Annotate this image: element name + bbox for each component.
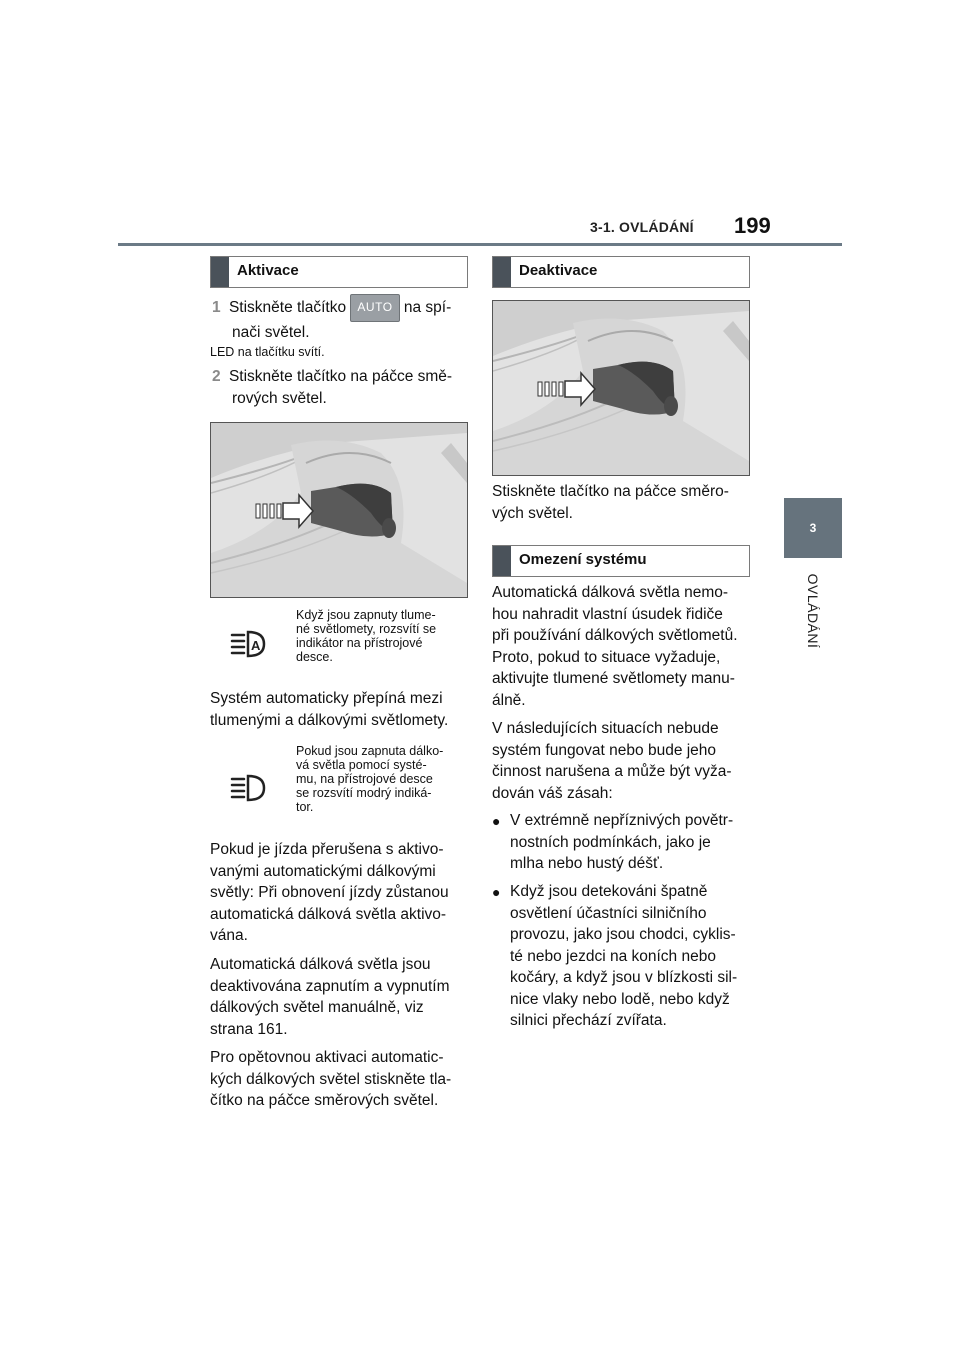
step-text: Stiskněte tlačítko na páčce smě- — [228, 368, 453, 385]
text-line: vanými automatickými dálkovými — [210, 862, 436, 880]
step-text: rových světel. — [232, 389, 327, 407]
heading-bar — [493, 257, 511, 287]
text-line: kých dálkových světel stiskněte tla- — [210, 1070, 452, 1088]
caption-line: tor. — [296, 800, 314, 814]
caption-line: né světlomety, rozsvítí se — [296, 622, 437, 636]
text-line: álně. — [492, 691, 526, 709]
chapter-tab — [784, 498, 842, 558]
text-line: osvětlení účastníci silničního — [510, 904, 707, 922]
heading-title: Deaktivace — [519, 262, 598, 279]
text-line: provozu, jako jsou chodci, cyklis- — [510, 926, 736, 943]
led-note: LED na tlačítku svítí. — [210, 345, 325, 359]
text-line: tlumenými a dálkovými světlomety. — [210, 711, 449, 729]
text-line: V extrémně nepříznivých povětr- — [510, 812, 734, 829]
text-line: nostních podmínkách, jako je — [510, 833, 711, 851]
text-line: kočáry, a když jsou v blízkosti sil- — [510, 969, 738, 986]
text-line: hou nahradit vlastní úsudek řidiče — [492, 605, 723, 623]
header-rule — [118, 243, 842, 246]
text-line: při používání dálkových světlometů. — [492, 627, 738, 644]
list-item — [492, 810, 756, 875]
text-line: silnici přechází zvířata. — [510, 1012, 667, 1029]
text-line: Automatická dálková světla jsou — [210, 956, 431, 973]
paragraph — [210, 688, 472, 731]
heading-title: Omezení systému — [519, 551, 647, 568]
lever-illustration-2 — [492, 300, 750, 476]
chapter-number: 3 — [809, 521, 817, 535]
paragraph — [210, 1047, 474, 1112]
turn-signal-lever-image — [211, 423, 467, 597]
icon1-caption — [296, 608, 466, 664]
text-line: strana 161. — [210, 1020, 288, 1038]
deaktivace-heading — [492, 256, 750, 288]
text-line: Proto, pokud to situace vyžaduje, — [492, 648, 721, 666]
text-line: automatická dálková světla aktivo- — [210, 905, 447, 923]
chapter-label — [770, 566, 856, 656]
caption-line: Pokud jsou zapnuta dálko- — [296, 744, 444, 758]
paragraph — [210, 839, 474, 947]
lever-illustration — [210, 422, 468, 598]
caption-line: vá světla pomocí systé- — [296, 758, 427, 772]
text-line: světly: Při obnovení jízdy zůstanou — [210, 884, 449, 901]
text-line: Když jsou detekováni špatně — [510, 883, 708, 900]
auto-button-icon: AUTO — [350, 294, 399, 322]
section-title: 3-1. OVLÁDÁNÍ — [590, 219, 694, 235]
aktivace-heading — [210, 256, 468, 288]
text-line: mlha nebo hustý déšť. — [510, 855, 664, 872]
caption-line: se rozsvítí modrý indiká- — [296, 786, 432, 800]
heading-bar — [493, 546, 511, 576]
text-line: Pro opětovnou aktivaci automatic- — [210, 1049, 444, 1066]
paragraph — [492, 718, 756, 804]
caption-line: desce. — [296, 650, 333, 664]
text-line: Systém automaticky přepíná mezi — [210, 690, 443, 707]
text-line: té nebo jezdci na koních nebo — [510, 947, 716, 965]
caption-line: mu, na přístrojové desce — [296, 772, 433, 786]
text-line: vých světel. — [492, 504, 573, 522]
text-line: Stiskněte tlačítko na páčce směro- — [492, 483, 729, 500]
text-line: Pokud je jízda přerušena s aktivo- — [210, 841, 444, 858]
text-line: vána. — [210, 927, 248, 944]
paragraph — [492, 481, 754, 524]
step-number: 1 — [212, 299, 221, 316]
step-1 — [212, 294, 472, 343]
step-2 — [212, 366, 472, 409]
text-line: čítko na páčce směrových světel. — [210, 1092, 439, 1109]
paragraph — [492, 582, 756, 711]
text-line: dován váš zásah: — [492, 784, 613, 802]
heading-title: Aktivace — [237, 262, 299, 279]
text-line: aktivujte tlumené světlomety manu- — [492, 670, 735, 687]
heading-bar — [211, 257, 229, 287]
bullet-icon: ● — [492, 813, 501, 829]
page-number: 199 — [734, 213, 771, 238]
list-item — [492, 881, 756, 1032]
text-line: dálkových světel manuálně, viz — [210, 999, 424, 1016]
step-text: nači světel. — [232, 323, 310, 341]
text-line: činnost narušena a může být vyža- — [492, 763, 732, 780]
bullet-icon: ● — [492, 884, 501, 900]
caption-line: indikátor na přístrojové — [296, 636, 423, 650]
paragraph — [210, 954, 474, 1040]
auto-high-beam-icon — [230, 628, 270, 662]
icon2-caption — [296, 744, 468, 814]
text-line: deaktivována zapnutím a vypnutím — [210, 977, 450, 995]
text-line: V následujících situacích nebude — [492, 720, 719, 737]
high-beam-icon — [230, 772, 270, 806]
caption-line: Když jsou zapnuty tlume- — [296, 608, 436, 622]
text-line: Automatická dálková světla nemo- — [492, 584, 729, 601]
step-text: na spí- — [403, 299, 452, 316]
svg-text:A: A — [251, 638, 261, 653]
chapter-label-text: OVLÁDÁNÍ — [805, 573, 821, 649]
text-line: nice vlaky nebo lodě, nebo když — [510, 990, 730, 1008]
step-number: 2 — [212, 368, 221, 385]
turn-signal-lever-image — [493, 301, 749, 475]
step-text: Stiskněte tlačítko — [228, 299, 347, 316]
omezeni-heading — [492, 545, 750, 577]
text-line: systém fungovat nebo bude jeho — [492, 741, 717, 759]
